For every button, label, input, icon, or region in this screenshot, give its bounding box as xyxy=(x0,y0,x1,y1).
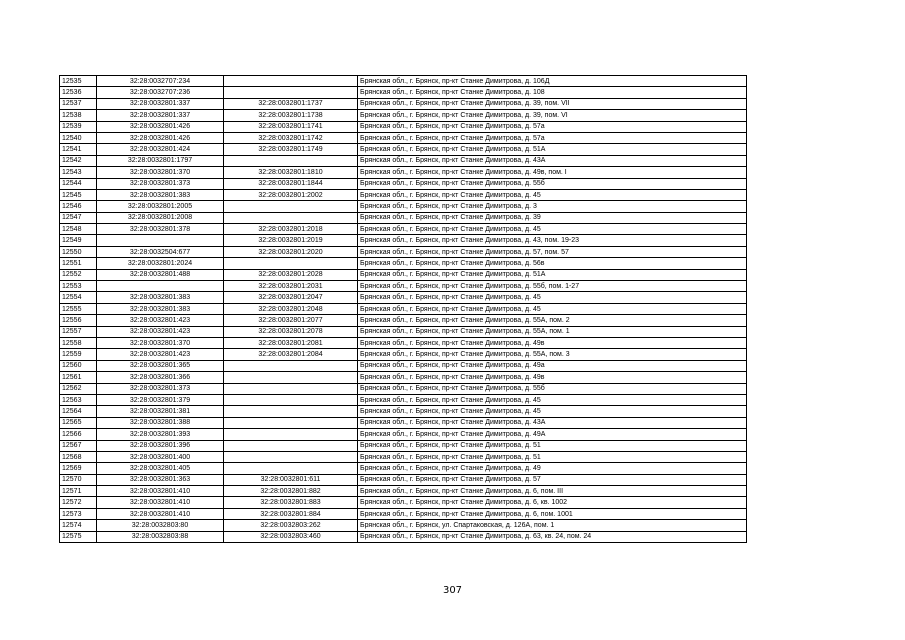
land-cadastral-number-cell: 32:28:0032801:410 xyxy=(97,497,224,508)
object-cadastral-number-cell: 32:28:0032801:2084 xyxy=(224,349,358,360)
object-cadastral-number-cell: 32:28:0032801:1737 xyxy=(224,98,358,109)
row-number-cell: 12537 xyxy=(60,98,97,109)
cadastral-registry-table xyxy=(59,75,747,543)
table-row xyxy=(60,178,747,189)
table-row xyxy=(60,212,747,223)
object-cadastral-number-cell: 32:28:0032801:882 xyxy=(224,486,358,497)
row-number-cell: 12558 xyxy=(60,337,97,348)
row-number-cell: 12549 xyxy=(60,235,97,246)
land-cadastral-number-cell: 32:28:0032801:373 xyxy=(97,383,224,394)
object-cadastral-number-cell: 32:28:0032801:611 xyxy=(224,474,358,485)
table-row xyxy=(60,292,747,303)
address-cell: Брянская обл., г. Брянск, пр-кт Станке Димитрова, д. 108 xyxy=(358,87,747,98)
land-cadastral-number-cell: 32:28:0032801:383 xyxy=(97,292,224,303)
row-number-cell: 12570 xyxy=(60,474,97,485)
object-cadastral-number-cell xyxy=(224,451,358,462)
land-cadastral-number-cell: 32:28:0032801:381 xyxy=(97,406,224,417)
table-row xyxy=(60,531,747,542)
address-cell: Брянская обл., г. Брянск, пр-кт Станке Димитрова, д. 51 xyxy=(358,440,747,451)
row-number-cell: 12540 xyxy=(60,132,97,143)
object-cadastral-number-cell xyxy=(224,463,358,474)
address-cell: Брянская обл., г. Брянск, пр-кт Станке Димитрова, д. 39 xyxy=(358,212,747,223)
land-cadastral-number-cell: 32:28:0032801:423 xyxy=(97,349,224,360)
address-cell: Брянская обл., г. Брянск, пр-кт Станке Димитрова, д. 39, пом. VII xyxy=(358,98,747,109)
table-row xyxy=(60,98,747,109)
land-cadastral-number-cell: 32:28:0032707:234 xyxy=(97,76,224,87)
land-cadastral-number-cell xyxy=(97,281,224,292)
land-cadastral-number-cell: 32:28:0032801:388 xyxy=(97,417,224,428)
table-row xyxy=(60,326,747,337)
table-row xyxy=(60,167,747,178)
table-row xyxy=(60,258,747,269)
land-cadastral-number-cell: 32:28:0032801:363 xyxy=(97,474,224,485)
address-cell: Брянская обл., г. Брянск, пр-кт Станке Димитрова, д. 55б xyxy=(358,383,747,394)
land-cadastral-number-cell: 32:28:0032803:80 xyxy=(97,520,224,531)
table-row xyxy=(60,76,747,87)
row-number-cell: 12559 xyxy=(60,349,97,360)
object-cadastral-number-cell: 32:28:0032801:1810 xyxy=(224,167,358,178)
object-cadastral-number-cell: 32:28:0032803:460 xyxy=(224,531,358,542)
object-cadastral-number-cell xyxy=(224,406,358,417)
table-row xyxy=(60,349,747,360)
table-row xyxy=(60,121,747,132)
row-number-cell: 12564 xyxy=(60,406,97,417)
address-cell: Брянская обл., г. Брянск, пр-кт Станке Димитрова, д. 55А, пом. 1 xyxy=(358,326,747,337)
address-cell: Брянская обл., г. Брянск, пр-кт Станке Димитрова, д. 45 xyxy=(358,394,747,405)
object-cadastral-number-cell: 32:28:0032801:2048 xyxy=(224,303,358,314)
land-cadastral-number-cell: 32:28:0032801:426 xyxy=(97,121,224,132)
table-row xyxy=(60,189,747,200)
object-cadastral-number-cell xyxy=(224,87,358,98)
row-number-cell: 12566 xyxy=(60,429,97,440)
land-cadastral-number-cell: 32:28:0032801:366 xyxy=(97,372,224,383)
land-cadastral-number-cell: 32:28:0032801:396 xyxy=(97,440,224,451)
land-cadastral-number-cell xyxy=(97,235,224,246)
table-row xyxy=(60,144,747,155)
row-number-cell: 12572 xyxy=(60,497,97,508)
address-cell: Брянская обл., г. Брянск, пр-кт Станке Димитрова, д. 56в xyxy=(358,258,747,269)
address-cell: Брянская обл., г. Брянск, пр-кт Станке Димитрова, д. 49А xyxy=(358,429,747,440)
object-cadastral-number-cell: 32:28:0032801:1844 xyxy=(224,178,358,189)
address-cell: Брянская обл., г. Брянск, пр-кт Станке Димитрова, д. 45 xyxy=(358,292,747,303)
table-row xyxy=(60,394,747,405)
address-cell: Брянская обл., г. Брянск, пр-кт Станке Димитрова, д. 55А, пом. 2 xyxy=(358,315,747,326)
land-cadastral-number-cell: 32:28:0032801:393 xyxy=(97,429,224,440)
object-cadastral-number-cell: 32:28:0032801:2028 xyxy=(224,269,358,280)
land-cadastral-number-cell: 32:28:0032801:423 xyxy=(97,315,224,326)
address-cell: Брянская обл., г. Брянск, пр-кт Станке Димитрова, д. 51А xyxy=(358,269,747,280)
land-cadastral-number-cell: 32:28:0032801:337 xyxy=(97,110,224,121)
land-cadastral-number-cell: 32:28:0032801:426 xyxy=(97,132,224,143)
row-number-cell: 12548 xyxy=(60,224,97,235)
address-cell: Брянская обл., г. Брянск, пр-кт Станке Димитрова, д. 3 xyxy=(358,201,747,212)
table-row xyxy=(60,463,747,474)
table-row xyxy=(60,303,747,314)
row-number-cell: 12538 xyxy=(60,110,97,121)
table-row xyxy=(60,269,747,280)
row-number-cell: 12545 xyxy=(60,189,97,200)
land-cadastral-number-cell: 32:28:0032801:373 xyxy=(97,178,224,189)
page-number: 307 xyxy=(442,585,463,596)
land-cadastral-number-cell: 32:28:0032801:405 xyxy=(97,463,224,474)
land-cadastral-number-cell: 32:28:0032504:677 xyxy=(97,246,224,257)
land-cadastral-number-cell: 32:28:0032801:383 xyxy=(97,303,224,314)
table-row xyxy=(60,429,747,440)
address-cell: Брянская обл., г. Брянск, пр-кт Станке Димитрова, д. 57а xyxy=(358,121,747,132)
row-number-cell: 12573 xyxy=(60,508,97,519)
address-cell: Брянская обл., г. Брянск, пр-кт Станке Димитрова, д. 49а xyxy=(358,360,747,371)
land-cadastral-number-cell: 32:28:0032801:383 xyxy=(97,189,224,200)
row-number-cell: 12568 xyxy=(60,451,97,462)
land-cadastral-number-cell: 32:28:0032801:337 xyxy=(97,98,224,109)
row-number-cell: 12565 xyxy=(60,417,97,428)
row-number-cell: 12571 xyxy=(60,486,97,497)
table-row xyxy=(60,406,747,417)
table-row xyxy=(60,497,747,508)
land-cadastral-number-cell: 32:28:0032801:424 xyxy=(97,144,224,155)
table-row xyxy=(60,132,747,143)
address-cell: Брянская обл., г. Брянск, пр-кт Станке Димитрова, д. 6, пом. 1001 xyxy=(358,508,747,519)
row-number-cell: 12569 xyxy=(60,463,97,474)
address-cell: Брянская обл., г. Брянск, пр-кт Станке Димитрова, д. 39, пом. VI xyxy=(358,110,747,121)
address-cell: Брянская обл., г. Брянск, пр-кт Станке Димитрова, д. 57 xyxy=(358,474,747,485)
object-cadastral-number-cell: 32:28:0032801:884 xyxy=(224,508,358,519)
address-cell: Брянская обл., г. Брянск, пр-кт Станке Димитрова, д. 49в xyxy=(358,372,747,383)
land-cadastral-number-cell: 32:28:0032801:488 xyxy=(97,269,224,280)
row-number-cell: 12553 xyxy=(60,281,97,292)
row-number-cell: 12539 xyxy=(60,121,97,132)
object-cadastral-number-cell: 32:28:0032801:1741 xyxy=(224,121,358,132)
address-cell: Брянская обл., г. Брянск, пр-кт Станке Димитрова, д. 51 xyxy=(358,451,747,462)
object-cadastral-number-cell xyxy=(224,76,358,87)
table-row xyxy=(60,110,747,121)
row-number-cell: 12555 xyxy=(60,303,97,314)
row-number-cell: 12554 xyxy=(60,292,97,303)
land-cadastral-number-cell: 32:28:0032801:378 xyxy=(97,224,224,235)
object-cadastral-number-cell: 32:28:0032801:2047 xyxy=(224,292,358,303)
row-number-cell: 12563 xyxy=(60,394,97,405)
address-cell: Брянская обл., г. Брянск, пр-кт Станке Димитрова, д. 57а xyxy=(358,132,747,143)
table-row xyxy=(60,451,747,462)
land-cadastral-number-cell: 32:28:0032801:370 xyxy=(97,167,224,178)
address-cell: Брянская обл., г. Брянск, пр-кт Станке Димитрова, д. 45 xyxy=(358,303,747,314)
address-cell: Брянская обл., г. Брянск, пр-кт Станке Димитрова, д. 57, пом. 57 xyxy=(358,246,747,257)
address-cell: Брянская обл., г. Брянск, пр-кт Станке Димитрова, д. 49в xyxy=(358,337,747,348)
address-cell: Брянская обл., г. Брянск, ул. Спартаковская, д. 126А, пом. 1 xyxy=(358,520,747,531)
land-cadastral-number-cell: 32:28:0032801:423 xyxy=(97,326,224,337)
table-row xyxy=(60,224,747,235)
row-number-cell: 12552 xyxy=(60,269,97,280)
address-cell: Брянская обл., г. Брянск, пр-кт Станке Димитрова, д. 6, кв. 1002 xyxy=(358,497,747,508)
table-row xyxy=(60,246,747,257)
table-row xyxy=(60,383,747,394)
land-cadastral-number-cell: 32:28:0032801:2024 xyxy=(97,258,224,269)
row-number-cell: 12574 xyxy=(60,520,97,531)
table-row xyxy=(60,315,747,326)
row-number-cell: 12551 xyxy=(60,258,97,269)
object-cadastral-number-cell xyxy=(224,258,358,269)
object-cadastral-number-cell xyxy=(224,440,358,451)
object-cadastral-number-cell xyxy=(224,429,358,440)
land-cadastral-number-cell: 32:28:0032801:2008 xyxy=(97,212,224,223)
object-cadastral-number-cell: 32:28:0032801:2081 xyxy=(224,337,358,348)
table-row xyxy=(60,440,747,451)
address-cell: Брянская обл., г. Брянск, пр-кт Станке Димитрова, д. 45 xyxy=(358,406,747,417)
object-cadastral-number-cell: 32:28:0032801:1738 xyxy=(224,110,358,121)
address-cell: Брянская обл., г. Брянск, пр-кт Станке Димитрова, д. 49 xyxy=(358,463,747,474)
object-cadastral-number-cell: 32:28:0032801:2077 xyxy=(224,315,358,326)
object-cadastral-number-cell: 32:28:0032801:883 xyxy=(224,497,358,508)
table-row xyxy=(60,508,747,519)
row-number-cell: 12562 xyxy=(60,383,97,394)
address-cell: Брянская обл., г. Брянск, пр-кт Станке Димитрова, д. 45 xyxy=(358,224,747,235)
object-cadastral-number-cell: 32:28:0032803:262 xyxy=(224,520,358,531)
land-cadastral-number-cell: 32:28:0032801:370 xyxy=(97,337,224,348)
address-cell: Брянская обл., г. Брянск, пр-кт Станке Димитрова, д. 6, пом. III xyxy=(358,486,747,497)
table-row xyxy=(60,155,747,166)
address-cell: Брянская обл., г. Брянск, пр-кт Станке Димитрова, д. 55б xyxy=(358,178,747,189)
table-row xyxy=(60,486,747,497)
table-row xyxy=(60,235,747,246)
address-cell: Брянская обл., г. Брянск, пр-кт Станке Димитрова, д. 63, кв. 24, пом. 24 xyxy=(358,531,747,542)
table-row xyxy=(60,417,747,428)
table-row xyxy=(60,520,747,531)
row-number-cell: 12575 xyxy=(60,531,97,542)
address-cell: Брянская обл., г. Брянск, пр-кт Станке Димитрова, д. 55б, пом. 1-27 xyxy=(358,281,747,292)
row-number-cell: 12560 xyxy=(60,360,97,371)
row-number-cell: 12541 xyxy=(60,144,97,155)
address-cell: Брянская обл., г. Брянск, пр-кт Станке Димитрова, д. 49в, пом. I xyxy=(358,167,747,178)
table-row xyxy=(60,372,747,383)
object-cadastral-number-cell xyxy=(224,372,358,383)
row-number-cell: 12556 xyxy=(60,315,97,326)
address-cell: Брянская обл., г. Брянск, пр-кт Станке Димитрова, д. 51А xyxy=(358,144,747,155)
row-number-cell: 12536 xyxy=(60,87,97,98)
object-cadastral-number-cell: 32:28:0032801:1742 xyxy=(224,132,358,143)
land-cadastral-number-cell: 32:28:0032801:410 xyxy=(97,486,224,497)
row-number-cell: 12544 xyxy=(60,178,97,189)
address-cell: Брянская обл., г. Брянск, пр-кт Станке Димитрова, д. 43, пом. 19-23 xyxy=(358,235,747,246)
object-cadastral-number-cell xyxy=(224,417,358,428)
registry-table-body xyxy=(60,76,747,543)
land-cadastral-number-cell: 32:28:0032801:365 xyxy=(97,360,224,371)
object-cadastral-number-cell: 32:28:0032801:2031 xyxy=(224,281,358,292)
row-number-cell: 12550 xyxy=(60,246,97,257)
land-cadastral-number-cell: 32:28:0032801:410 xyxy=(97,508,224,519)
land-cadastral-number-cell: 32:28:0032801:1797 xyxy=(97,155,224,166)
object-cadastral-number-cell xyxy=(224,383,358,394)
row-number-cell: 12543 xyxy=(60,167,97,178)
object-cadastral-number-cell xyxy=(224,394,358,405)
object-cadastral-number-cell: 32:28:0032801:1749 xyxy=(224,144,358,155)
object-cadastral-number-cell xyxy=(224,155,358,166)
table-row xyxy=(60,360,747,371)
row-number-cell: 12567 xyxy=(60,440,97,451)
row-number-cell: 12547 xyxy=(60,212,97,223)
land-cadastral-number-cell: 32:28:0032803:88 xyxy=(97,531,224,542)
object-cadastral-number-cell xyxy=(224,212,358,223)
land-cadastral-number-cell: 32:28:0032801:379 xyxy=(97,394,224,405)
land-cadastral-number-cell: 32:28:0032801:2005 xyxy=(97,201,224,212)
address-cell: Брянская обл., г. Брянск, пр-кт Станке Димитрова, д. 45 xyxy=(358,189,747,200)
object-cadastral-number-cell: 32:28:0032801:2018 xyxy=(224,224,358,235)
row-number-cell: 12561 xyxy=(60,372,97,383)
object-cadastral-number-cell: 32:28:0032801:2002 xyxy=(224,189,358,200)
address-cell: Брянская обл., г. Брянск, пр-кт Станке Димитрова, д. 55А, пом. 3 xyxy=(358,349,747,360)
row-number-cell: 12542 xyxy=(60,155,97,166)
object-cadastral-number-cell: 32:28:0032801:2078 xyxy=(224,326,358,337)
land-cadastral-number-cell: 32:28:0032801:400 xyxy=(97,451,224,462)
table-row xyxy=(60,337,747,348)
address-cell: Брянская обл., г. Брянск, пр-кт Станке Димитрова, д. 106Д xyxy=(358,76,747,87)
object-cadastral-number-cell: 32:28:0032801:2020 xyxy=(224,246,358,257)
address-cell: Брянская обл., г. Брянск, пр-кт Станке Димитрова, д. 43А xyxy=(358,417,747,428)
object-cadastral-number-cell xyxy=(224,201,358,212)
row-number-cell: 12557 xyxy=(60,326,97,337)
table-row xyxy=(60,281,747,292)
table-row xyxy=(60,474,747,485)
land-cadastral-number-cell: 32:28:0032707:236 xyxy=(97,87,224,98)
table-row xyxy=(60,201,747,212)
object-cadastral-number-cell: 32:28:0032801:2019 xyxy=(224,235,358,246)
row-number-cell: 12546 xyxy=(60,201,97,212)
address-cell: Брянская обл., г. Брянск, пр-кт Станке Димитрова, д. 43А xyxy=(358,155,747,166)
table-row xyxy=(60,87,747,98)
object-cadastral-number-cell xyxy=(224,360,358,371)
row-number-cell: 12535 xyxy=(60,76,97,87)
